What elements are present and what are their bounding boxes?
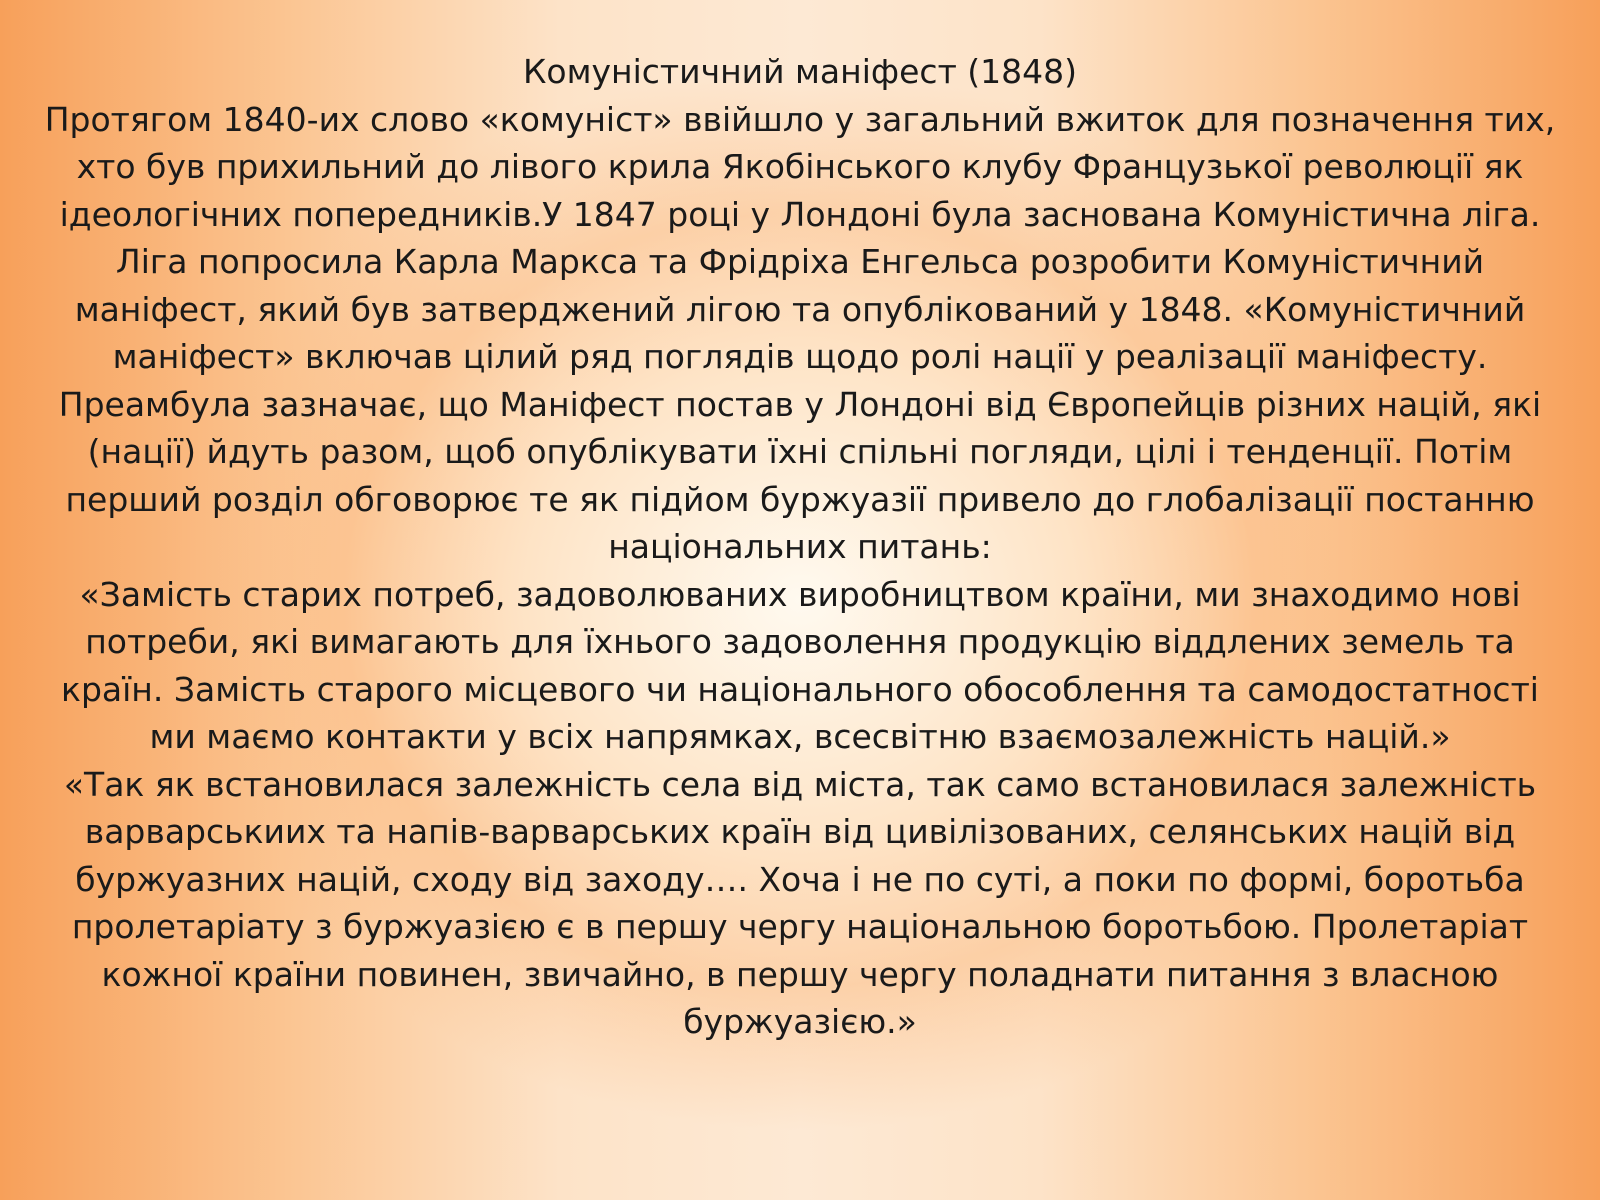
slide-title: Комуністичний маніфест (1848) [522, 52, 1078, 91]
quote-paragraph-2: «Так як встановилася залежність села від міста, так само встановилася залежність варварськиих та напів-варварських країн від цивілізованих, селянських націй від буржуазних націй, сходу від заходу…. Хоча і не по суті, а поки по формі, боротьба пролетаріату з буржуазією є в першу чергу національною боротьбою. Пролетаріат кожної країни повинен, звичайно, в першу чергу поладнати питання з власною буржуазією.» [63, 764, 1537, 1041]
quote-paragraph-1: «Замість старих потреб, задоволюваних виробництвом країни, ми знаходимо нові потреби, які вимагають для їхнього задоволення продукцію віддлених земель та країн. Замість старого місцевого чи національного обособлення та самодостатності ми маємо контакти у всіх напрямках, всесвітню взаємозалежність націй.» [61, 574, 1539, 756]
slide-text-block [40, 48, 1560, 1046]
intro-paragraph: Протягом 1840-их слово «комуніст» ввійшло у загальний вжиток для позначення тих, хто був прихильний до лівого крила Якобінського клубу Французької революції як ідеологічних попередників.У 1847 році у Лондоні була заснована Комуністична ліга. Ліга попросила Карла Маркса та Фрідріха Енгельса розробити Комуністичний маніфест, який був затверджений лігою та опублікований у 1848. «Комуністичний маніфест» включав цілий ряд поглядів щодо ролі нації у реалізації маніфесту. Преамбула зазначає, що Маніфест постав у Лондоні від Європейців різних націй, які (нації) йдуть разом, щоб опублікувати їхні спільні погляди, цілі і тенденції. Потім перший розділ обговорює те як підйом буржуазії привело до глобалізації постанню національних питань: [44, 99, 1556, 566]
